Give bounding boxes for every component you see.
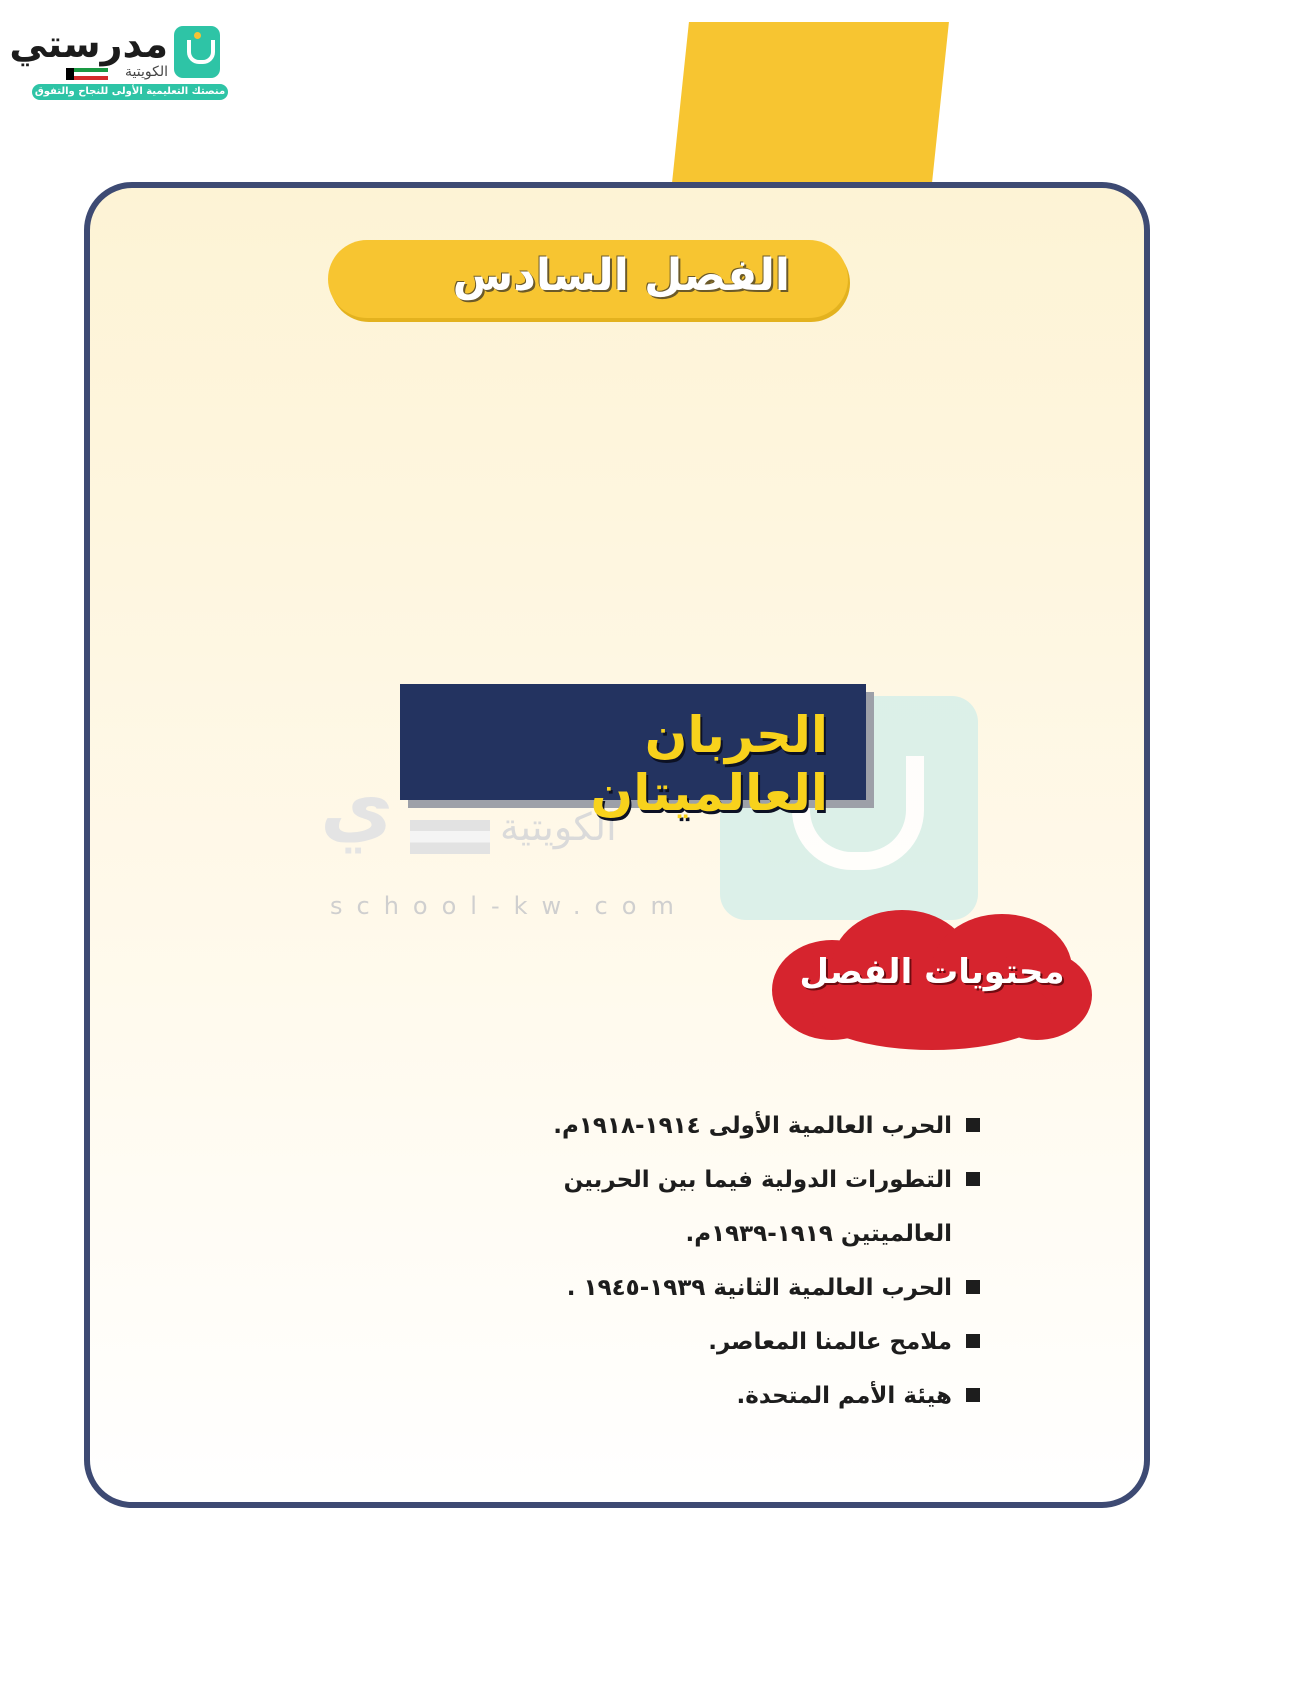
decorative-yellow-band — [671, 22, 949, 192]
chapter-label: الفصل السادس — [452, 250, 790, 301]
bullet-square-icon — [966, 1334, 980, 1348]
watermark-flag-icon — [410, 820, 490, 854]
list-item: ملامح عالمنا المعاصر. — [540, 1326, 980, 1358]
watermark-subtitle: الكويتية — [500, 805, 617, 849]
bullet-square-icon — [966, 1118, 980, 1132]
bullet-square-icon — [966, 1388, 980, 1402]
list-item: هيئة الأمم المتحدة. — [540, 1380, 980, 1412]
site-logo[interactable] — [9, 22, 228, 102]
logo-mark-icon — [174, 26, 220, 78]
chapter-title: الحربان العالميتان — [590, 706, 828, 822]
bullet-square-icon — [966, 1280, 980, 1294]
watermark-text: ي — [320, 760, 394, 853]
chapter-title-box — [400, 684, 866, 822]
contents-heading-cloud — [752, 900, 1104, 1060]
list-item: الحرب العالمية الأولى ١٩١٤-١٩١٨م. — [540, 1110, 980, 1142]
watermark-url: school-kw.com — [330, 892, 688, 920]
logo-subtitle: الكويتية — [125, 64, 168, 80]
bullet-square-icon — [966, 1172, 980, 1186]
kuwait-flag-icon — [66, 68, 108, 80]
logo-name: مدرستي — [9, 22, 168, 66]
list-item: التطورات الدولية فيما بين الحربين العالميتين ١٩١٩-١٩٣٩م. — [540, 1164, 980, 1250]
list-item: الحرب العالمية الثانية ١٩٣٩-١٩٤٥ . — [540, 1272, 980, 1304]
contents-list — [540, 1110, 980, 1434]
contents-heading: محتويات الفصل — [799, 952, 1065, 992]
chapter-label-pill — [328, 240, 848, 318]
logo-tagline: منصتك التعليمية الأولى للنجاح والتفوق — [32, 84, 228, 100]
